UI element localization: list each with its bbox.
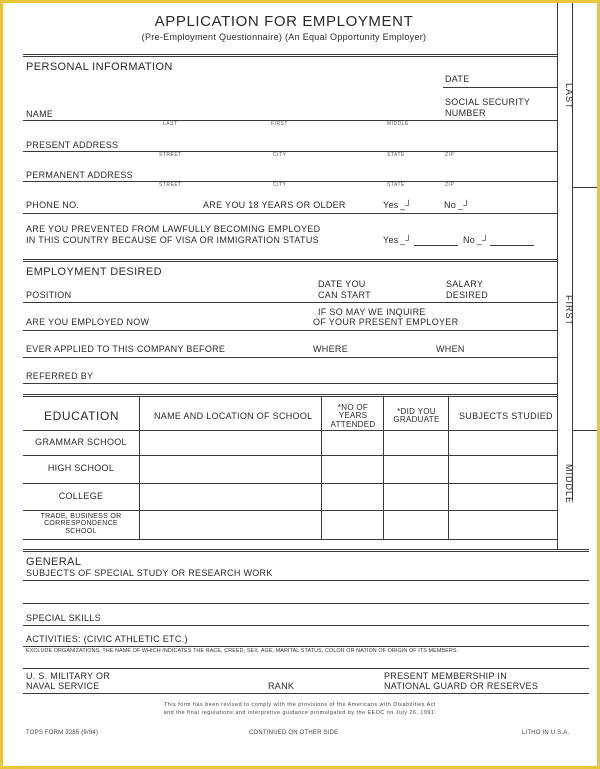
- present-zip-caption: ZIP: [445, 152, 455, 158]
- side-label-middle: MIDDLE: [564, 464, 574, 505]
- section-rule-employment: [23, 259, 557, 262]
- edu-col-divider-3: [383, 397, 384, 540]
- activities-label: ACTIVITIES: (CIVIC ATHLETIC ETC.): [26, 634, 188, 644]
- col-years-header-line3: ATTENDED: [330, 419, 376, 429]
- military-label-1: U. S. MILITARY OR: [26, 671, 111, 681]
- section-rule-general: [23, 549, 589, 552]
- col-years-header: [323, 404, 383, 429]
- present-state-caption: STATE: [387, 152, 405, 158]
- col-subjects-header: SUBJECTS STUDIED: [459, 411, 553, 421]
- rank-label: RANK: [268, 681, 295, 691]
- guard-label-1: PRESENT MEMBERSHIP IN: [384, 671, 507, 681]
- edu-row-high-school: HIGH SCHOOL: [47, 463, 115, 473]
- permanent-address-line[interactable]: [23, 181, 557, 182]
- visa-no-checkbox[interactable]: _┘: [477, 235, 489, 245]
- special-skills-line[interactable]: [23, 625, 589, 626]
- referred-by-label: REFERRED BY: [26, 371, 94, 381]
- where-label: WHERE: [313, 344, 348, 354]
- trade-line1: TRADE, BUSINESS OR: [40, 513, 122, 520]
- side-column-inner-divider: [572, 3, 573, 500]
- special-study-line-1[interactable]: [23, 580, 589, 581]
- visa-yes-label: Yes: [383, 235, 399, 245]
- col-school-header: NAME AND LOCATION OF SCHOOL: [154, 411, 313, 421]
- applied-before-label: EVER APPLIED TO THIS COMPANY BEFORE: [26, 344, 226, 354]
- edu-row-line-1: [23, 430, 557, 431]
- edu-row-line-4: [23, 510, 557, 511]
- name-first-caption: FIRST: [271, 121, 288, 127]
- col-graduate-header: [385, 408, 448, 425]
- general-heading: GENERAL: [26, 556, 82, 568]
- edu-row-trade-school: [23, 513, 139, 535]
- when-label: WHEN: [436, 344, 465, 354]
- education-heading: EDUCATION: [44, 409, 120, 423]
- edu-row-grammar-school: GRAMMAR SCHOOL: [35, 437, 127, 447]
- edu-col-divider-2: [321, 397, 322, 540]
- compliance-notice-line1: This form has been revised to comply with the provisions of the Americans with Disabilities Act: [164, 702, 436, 708]
- exclude-line[interactable]: [23, 668, 589, 669]
- referred-by-line[interactable]: [23, 383, 557, 384]
- trade-line3: SCHOOL: [65, 527, 97, 535]
- visa-question-line1: ARE YOU PREVENTED FROM LAWFULLY BECOMING EMPLOYED: [26, 224, 321, 234]
- age-yes-label: Yes: [383, 200, 399, 210]
- form-number: TOPS FORM 3285 (9/94): [26, 730, 99, 736]
- start-date-label-1: DATE YOU: [318, 279, 366, 289]
- side-divider-2: [572, 430, 597, 431]
- permanent-state-caption: STATE: [387, 182, 405, 188]
- side-divider-1: [572, 187, 597, 188]
- side-column-divider: [557, 3, 558, 550]
- continued-notice: CONTINUED ON OTHER SIDE: [249, 730, 339, 736]
- form-title: APPLICATION FOR EMPLOYMENT: [154, 13, 414, 30]
- col-years-header-line1: *NO OF: [337, 403, 369, 412]
- activities-line[interactable]: [23, 646, 589, 647]
- inquire-label-1: IF SO MAY WE INQUIRE: [318, 307, 426, 317]
- edu-row-college: COLLEGE: [58, 491, 104, 501]
- guard-label-2: NATIONAL GUARD OR RESERVES: [384, 681, 539, 691]
- start-date-label-2: CAN START: [318, 290, 371, 300]
- ssn-label-1: SOCIAL SECURITY: [445, 97, 531, 107]
- salary-label-2: DESIRED: [446, 290, 489, 300]
- compliance-notice-line2: and the final regulations and interpretive guidance promulgated by the EEOC on July 26, 1991.: [163, 710, 437, 716]
- education-table-top: [23, 394, 557, 397]
- trade-line2: CORRESPONDENCE: [44, 520, 118, 528]
- applied-before-line[interactable]: [23, 357, 557, 358]
- phone-label: PHONE NO.: [26, 200, 80, 210]
- ssn-label-2: NUMBER: [445, 108, 486, 118]
- present-city-caption: CITY: [273, 152, 287, 158]
- special-study-label: SUBJECTS OF SPECIAL STUDY OR RESEARCH WORK: [26, 568, 273, 578]
- name-last-caption: LAST: [163, 121, 178, 127]
- side-label-last: LAST: [564, 83, 574, 110]
- side-label-first: FIRST: [564, 295, 574, 326]
- permanent-city-caption: CITY: [273, 182, 287, 188]
- visa-yes-checkbox[interactable]: _┘: [400, 235, 412, 245]
- special-study-line-2[interactable]: [23, 603, 589, 604]
- age-yes-checkbox[interactable]: _┘: [400, 200, 412, 210]
- personal-heading: PERSONAL INFORMATION: [26, 61, 173, 73]
- employed-now-line[interactable]: [23, 330, 557, 331]
- visa-no-label: No: [463, 235, 476, 245]
- permanent-street-caption: STREET: [159, 182, 182, 188]
- date-label: DATE: [445, 74, 470, 84]
- inquire-label-2: OF YOUR PRESENT EMPLOYER: [313, 317, 459, 327]
- age-no-label: No: [444, 200, 457, 210]
- col-graduate-header-line1: *DID YOU: [397, 407, 436, 416]
- name-middle-caption: MIDDLE: [387, 121, 409, 127]
- edu-col-divider-4: [448, 397, 449, 540]
- special-skills-label: SPECIAL SKILLS: [26, 613, 101, 623]
- date-line[interactable]: [443, 87, 557, 88]
- military-label-2: NAVAL SERVICE: [26, 681, 100, 691]
- present-address-label: PRESENT ADDRESS: [26, 140, 119, 150]
- name-label: NAME: [26, 109, 54, 119]
- col-years-header-line2: YEARS: [338, 411, 368, 421]
- edu-col-divider-1: [139, 397, 140, 540]
- section-rule-personal: [23, 54, 557, 57]
- position-line[interactable]: [23, 302, 557, 303]
- exclude-note: EXCLUDE ORGANIZATIONS, THE NAME OF WHICH INDICATES THE RACE, CREED, SEX, AGE, MARITAL STATUS, COLOR OR NATION OF ORIGIN OF ITS MEMBERS.: [26, 648, 459, 654]
- form-subtitle: (Pre-Employment Questionnaire) (An Equal Opportunity Employer): [141, 32, 427, 42]
- name-line[interactable]: [23, 120, 557, 121]
- col-graduate-header-line2: GRADUATE: [393, 415, 440, 425]
- permanent-zip-caption: ZIP: [445, 182, 455, 188]
- application-form: [3, 3, 597, 766]
- edu-row-line-3: [23, 483, 557, 484]
- employed-now-label: ARE YOU EMPLOYED NOW: [26, 317, 150, 327]
- education-table-bottom: [23, 539, 557, 540]
- phone-line[interactable]: [23, 213, 557, 214]
- permanent-address-label: PERMANENT ADDRESS: [26, 170, 133, 180]
- salary-label-1: SALARY: [446, 279, 484, 289]
- visa-question-line2: IN THIS COUNTRY BECAUSE OF VISA OR IMMIGRATION STATUS: [26, 235, 319, 245]
- position-label: POSITION: [26, 290, 72, 300]
- litho-notice: LITHO IN U.S.A.: [522, 730, 570, 736]
- age-no-checkbox[interactable]: _┘: [458, 200, 470, 210]
- military-line[interactable]: [23, 693, 589, 694]
- visa-no-blank[interactable]: [490, 245, 534, 246]
- age-question-label: ARE YOU 18 YEARS OR OLDER: [203, 200, 346, 210]
- employment-heading: EMPLOYMENT DESIRED: [26, 266, 162, 278]
- edu-row-line-2: [23, 455, 557, 456]
- present-street-caption: STREET: [159, 152, 182, 158]
- visa-yes-blank[interactable]: [414, 245, 458, 246]
- present-address-line[interactable]: [23, 151, 557, 152]
